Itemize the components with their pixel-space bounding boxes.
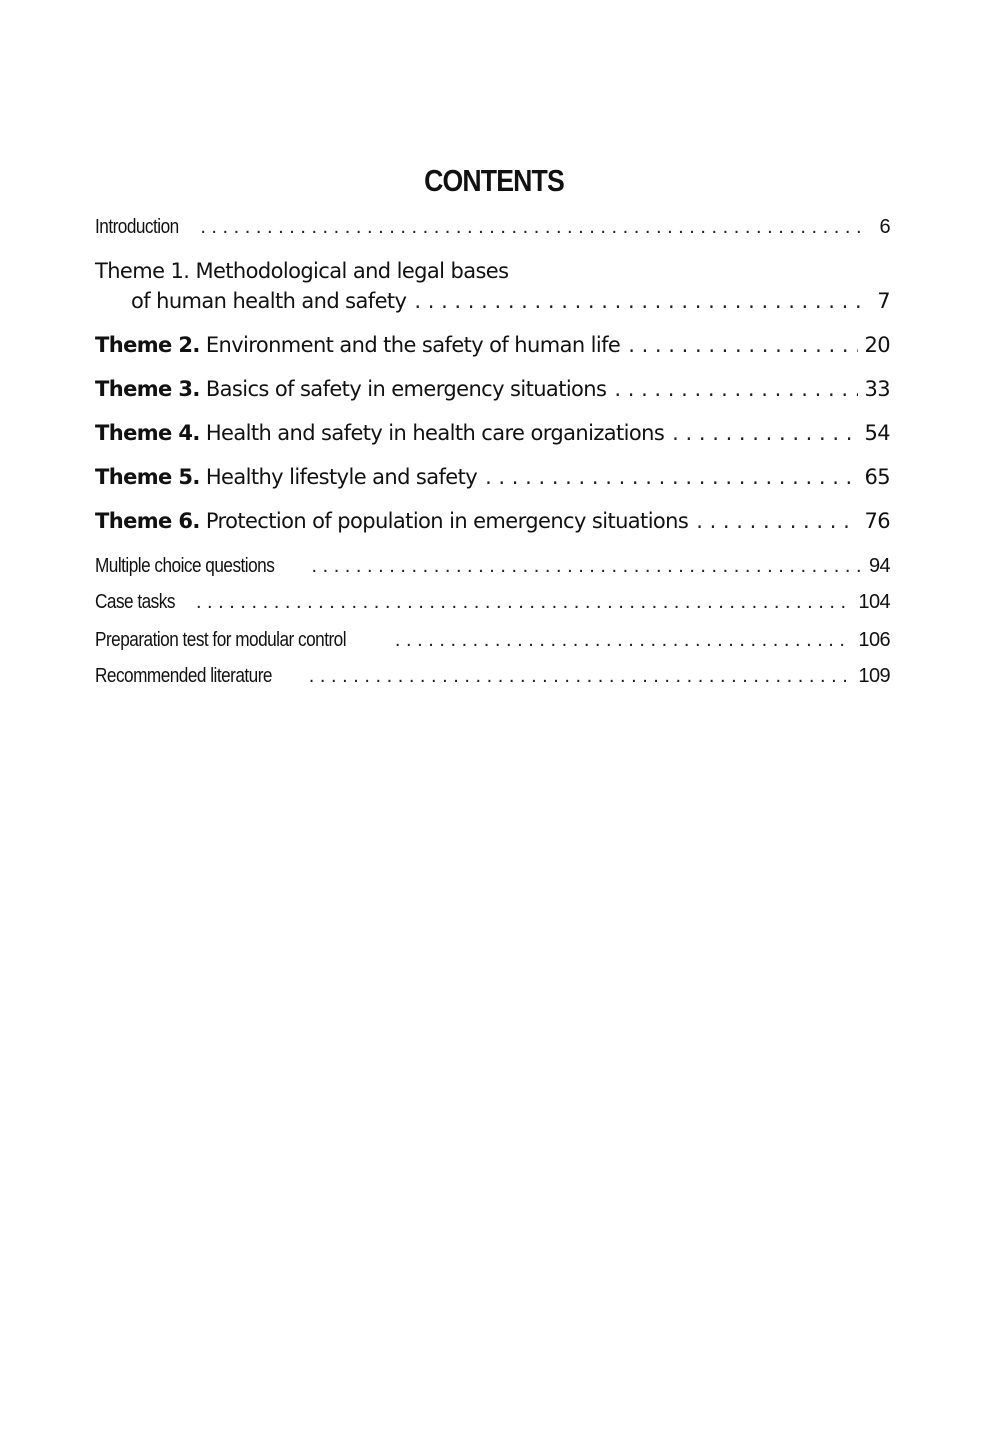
toc-theme-prefix: Theme 4.	[95, 421, 200, 445]
toc-entry-theme-2[interactable]	[95, 333, 890, 357]
toc-entry-theme-6[interactable]	[95, 509, 890, 533]
dot-leader	[696, 509, 858, 533]
toc-page-number: 76	[864, 509, 890, 533]
dot-leader	[628, 333, 858, 357]
toc-page-number: 7	[877, 289, 890, 313]
toc-entry-recommended-literature[interactable]	[95, 665, 890, 688]
dot-leader	[309, 665, 853, 688]
toc-entry-theme-4[interactable]	[95, 421, 890, 445]
toc-theme-prefix: Theme 2.	[95, 333, 200, 357]
dot-leader	[414, 289, 862, 313]
toc-page-number: 6	[879, 216, 890, 238]
toc-page-number: 94	[868, 555, 890, 577]
toc-theme-prefix: Theme 5.	[95, 465, 200, 489]
toc-entry-theme-1-first-line[interactable]	[95, 259, 508, 283]
toc-entry-label: Preparation test for modular control	[95, 629, 347, 651]
toc-entry-label: Methodological and legal bases	[195, 259, 509, 283]
toc-page-number: 104	[858, 591, 890, 613]
toc-entry-theme-5[interactable]	[95, 465, 890, 489]
toc-page-number: 20	[864, 333, 890, 357]
toc-page-number: 65	[864, 465, 890, 489]
dot-leader	[196, 591, 852, 614]
toc-entry-label: Multiple choice questions	[95, 555, 275, 577]
toc-entry-label: Environment and the safety of human life	[205, 333, 621, 357]
toc-entry-label: Health and safety in health care organizations	[205, 421, 665, 445]
toc-theme-prefix: Theme 1.	[95, 259, 190, 283]
dot-leader	[672, 421, 858, 445]
toc-page-number: 54	[864, 421, 890, 445]
toc-entry-label: Basics of safety in emergency situations	[205, 377, 607, 401]
toc-entry-theme-3[interactable]	[95, 377, 890, 401]
toc-entry-label-continued: of human health and safety	[131, 289, 407, 313]
page-title: CONTENTS	[424, 163, 564, 198]
toc-page-number: 33	[864, 377, 890, 401]
toc-entry-label: Case tasks	[95, 591, 175, 613]
toc-entry-multiple-choice[interactable]	[95, 555, 890, 578]
dot-leader	[200, 216, 862, 239]
toc-entry-label: Introduction	[95, 216, 179, 238]
toc-entry-preparation-test[interactable]	[95, 629, 890, 652]
toc-page-number: 109	[858, 665, 890, 687]
toc-theme-prefix: Theme 3.	[95, 377, 200, 401]
dot-leader	[614, 377, 858, 401]
dot-leader	[311, 555, 862, 578]
toc-theme-prefix: Theme 6.	[95, 509, 200, 533]
dot-leader	[395, 629, 853, 652]
toc-entry-case-tasks[interactable]	[95, 591, 890, 614]
toc-page-number: 106	[858, 629, 890, 651]
dot-leader	[485, 465, 858, 489]
toc-entry-theme-1[interactable]	[95, 289, 890, 313]
toc-entry-introduction[interactable]	[95, 216, 890, 239]
toc-entry-label: Healthy lifestyle and safety	[205, 465, 478, 489]
toc-entry-label: Protection of population in emergency situations	[205, 509, 689, 533]
toc-entry-label: Recommended literature	[95, 665, 272, 687]
